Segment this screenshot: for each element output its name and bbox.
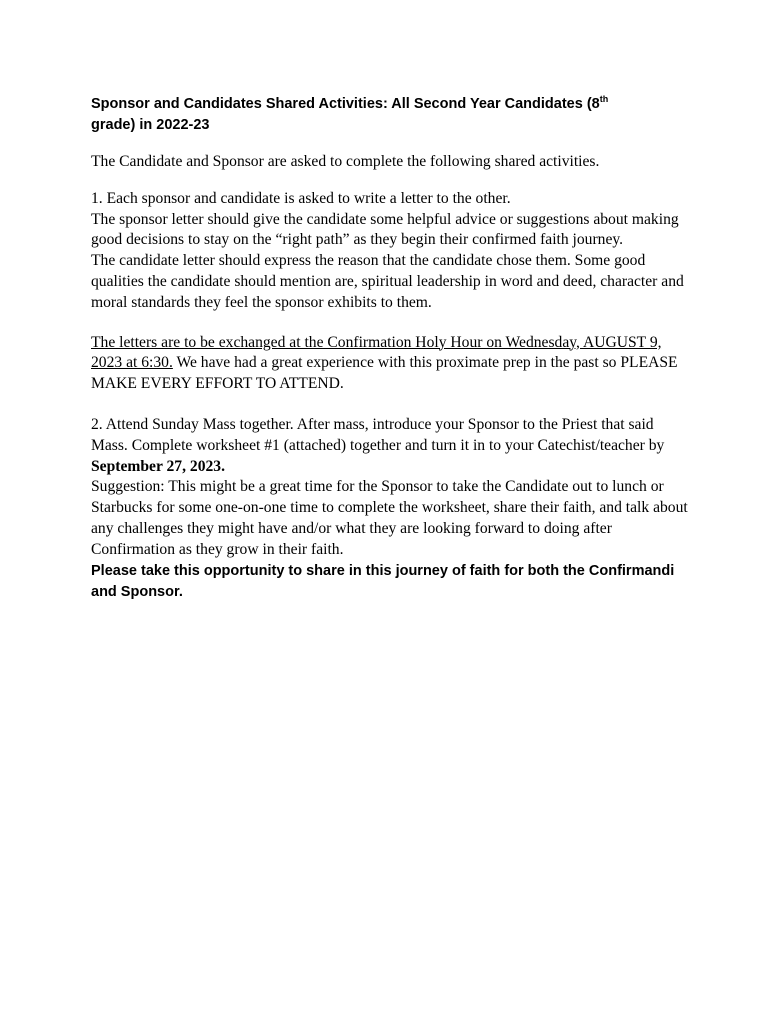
item-2-text: 2. Attend Sunday Mass together. After mass, introduce your Sponsor to the Priest that said Mass. Complete worksheet #1 (attached) together and turn it in to your Catechist/teacher by (91, 415, 665, 454)
item-1-section (91, 189, 691, 314)
exchange-rest: We have had a great experience with this proximate prep in the past so PLEASE MAKE EVERY EFFORT TO ATTEND. (91, 354, 678, 393)
item-2-paragraph (91, 415, 691, 477)
document-page (91, 94, 691, 603)
title-superscript: th (599, 94, 609, 104)
item-2-deadline: September 27, 2023. (91, 457, 225, 475)
candidate-letter-paragraph: The candidate letter should express the reason that the candidate chose them. Some good qualities the candidate should mention are, spiritual leadership in word and deed, character and moral standards they feel the sponsor exhibits to them. (91, 252, 684, 311)
sponsor-letter-paragraph: The sponsor letter should give the candidate some helpful advice or suggestions about making good decisions to stay on the “right path” as they begin their confirmed faith journey. (91, 210, 679, 249)
document-title (91, 94, 691, 136)
item-1-heading: 1. Each sponsor and candidate is asked to write a letter to the other. (91, 189, 511, 207)
exchange-date-underlined: The letters are to be exchanged at the Confirmation Holy Hour on Wednesday, AUGUST 9, 2023 at 6:30. (91, 333, 662, 372)
suggestion-paragraph: Suggestion: This might be a great time for the Sponsor to take the Candidate out to lunch or Starbucks for some one-on-one time to complete the worksheet, share their faith, and talk about any challenges they might have and/or what they are looking forward to doing after Confirmation as they grow in their faith. (91, 478, 688, 558)
exchange-paragraph (91, 333, 691, 395)
title-line-2: grade) in 2022-23 (91, 117, 210, 133)
item-2-section (91, 415, 691, 561)
title-main: Sponsor and Candidates Shared Activities: All Second Year Candidates (8 (91, 96, 600, 112)
intro-paragraph: The Candidate and Sponsor are asked to complete the following shared activities. (91, 153, 600, 170)
closing-statement: Please take this opportunity to share in this journey of faith for both the Confirmandi and Sponsor. (91, 562, 675, 600)
